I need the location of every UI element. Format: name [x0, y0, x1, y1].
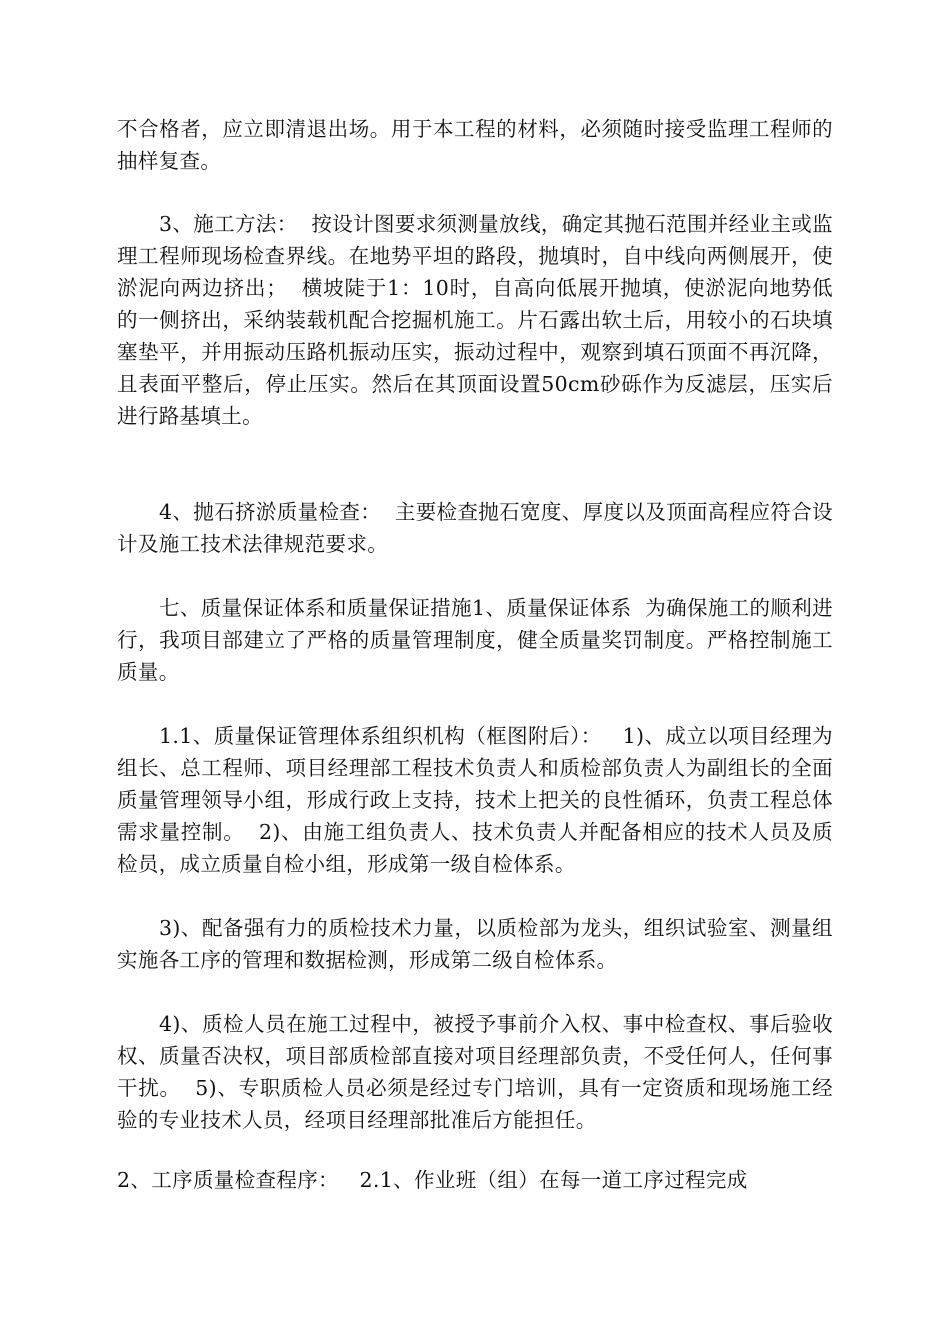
paragraph-material-inspection: 不合格者，应立即清退出场。用于本工程的材料，必须随时接受监理工程师的抽样复查。 — [117, 117, 833, 173]
paragraph-riprap-quality-check: 4、抛石挤淤质量检查： 主要检查抛石宽度、厚度以及顶面高程应符合设计及施工技术法律规范要求。 — [117, 500, 833, 556]
paragraph-process-inspection-procedure: 2、工序质量检查程序： 2.1、作业班（组）在每一道工序过程完成 — [117, 1168, 748, 1192]
paragraph-quality-assurance-system: 七、质量保证体系和质量保证措施1、质量保证体系 为确保施工的顺利进行，我项目部建立了严格的质量管理制度，健全质量奖罚制度。严格控制施工质量。 — [117, 596, 833, 684]
paragraph-quality-organization: 1.1、质量保证管理体系组织机构（框图附后）： 1)、成立以项目经理为组长、总工程师、项目经理部工程技术负责人和质检部负责人为副组长的全面质量管理领导小组，形成行政上支持，技术上把关的良性循环，负责工程总体需求量控制。 2)、由施工组负责人、技术负责人并配备相应的技术人员及质检员，成立质量自检小组，形成第一级自检体系。 — [117, 724, 833, 876]
paragraph-quality-inspection-force: 3)、配备强有力的质检技术力量，以质检部为龙头，组织试验室、测量组实施各工序的管理和数据检测，形成第二级自检体系。 — [117, 916, 833, 972]
paragraph-construction-method: 3、施工方法： 按设计图要求须测量放线，确定其抛石范围并经业主或监理工程师现场检查界线。在地势平坦的路段，抛填时，自中线向两侧展开，使淤泥向两边挤出； 横坡陡于1：10时，自高向低展开抛填，使淤泥向地势低的一侧挤出，采纳装载机配合挖掘机施工。片石露出软土后，用较小的石块填塞垫平，并用振动压路机振动压实，振动过程中，观察到填石顶面不再沉降，且表面平整后，停止压实。然后在其顶面设置50cm砂砾作为反滤层，压实后进行路基填土。 — [117, 212, 833, 428]
paragraph-inspector-authority: 4)、质检人员在施工过程中，被授予事前介入权、事中检查权、事后验收权、质量否决权，项目部质检部直接对项目经理部负责，不受任何人，任何事干扰。 5)、专职质检人员必须是经过专门培训，具有一定资质和现场施工经验的专业技术人员，经项目经理部批准后方能担任。 — [117, 1012, 833, 1132]
